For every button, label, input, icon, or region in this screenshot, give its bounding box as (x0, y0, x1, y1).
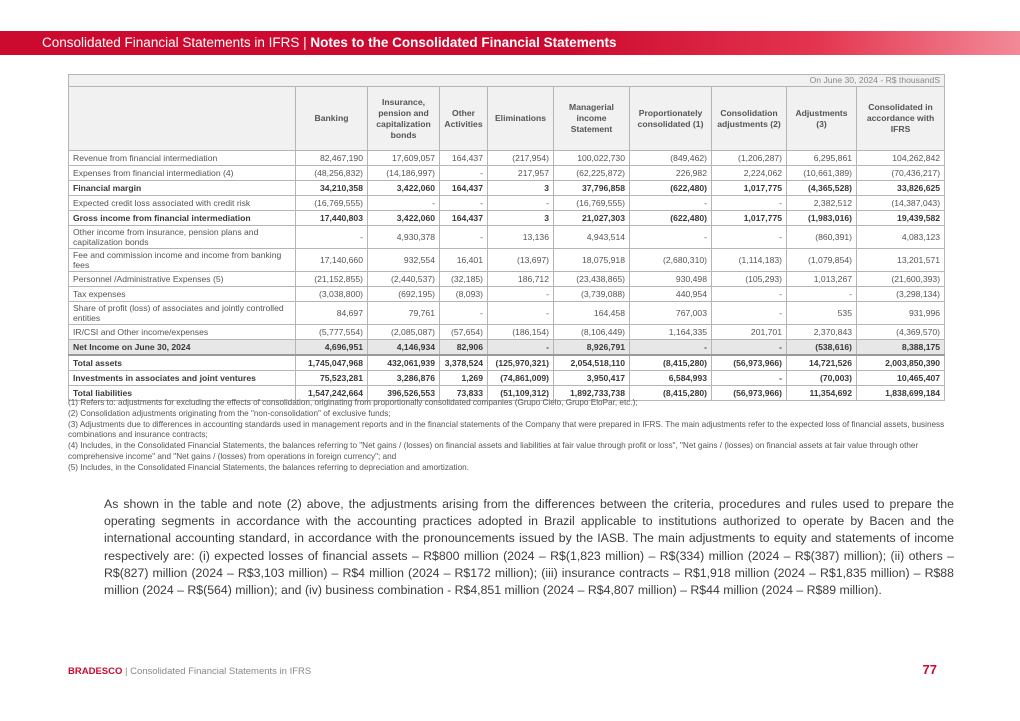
row-label: Personnel /Administrative Expenses (5) (69, 272, 296, 287)
table-cell: - (630, 196, 712, 211)
row-label: IR/CSI and Other income/expenses (69, 325, 296, 340)
table-cell: (186,154) (488, 325, 554, 340)
table-cell: (622,480) (630, 211, 712, 226)
table-cell: 79,761 (368, 302, 440, 325)
table-row (69, 325, 945, 340)
table-cell: 13,201,571 (857, 249, 945, 272)
footer (68, 666, 311, 677)
table-cell: (21,152,855) (296, 272, 368, 287)
table-cell: 3,422,060 (368, 181, 440, 196)
row-label: Expected credit loss associated with credit risk (69, 196, 296, 211)
table-row (69, 302, 945, 325)
table-cell: (5,777,554) (296, 325, 368, 340)
footer-separator: | (122, 666, 131, 677)
table-row (69, 181, 945, 196)
table-cell: (51,109,312) (488, 386, 554, 401)
table-cell: (16,769,555) (554, 196, 630, 211)
table-cell: 1,547,242,664 (296, 386, 368, 401)
table-cell: 535 (787, 302, 857, 325)
table-cell: 34,210,358 (296, 181, 368, 196)
segment-table (68, 74, 945, 401)
row-label: Investments in associates and joint ventures (69, 371, 296, 386)
table-cell: 16,401 (440, 249, 488, 272)
table-cell: 3,422,060 (368, 211, 440, 226)
table-cell: (13,697) (488, 249, 554, 272)
table-cell: (56,973,966) (712, 355, 787, 371)
row-label: Share of profit (loss) of associates and jointly controlled entities (69, 302, 296, 325)
column-header: Eliminations (488, 87, 554, 151)
table-cell: 226,982 (630, 166, 712, 181)
table-cell: 4,083,123 (857, 226, 945, 249)
table-cell: (3,739,088) (554, 287, 630, 302)
table-cell: 82,906 (440, 340, 488, 356)
table-cell: (217,954) (488, 151, 554, 166)
row-label: Tax expenses (69, 287, 296, 302)
table-cell: 1,838,699,184 (857, 386, 945, 401)
table-cell: (14,186,997) (368, 166, 440, 181)
table-cell: - (488, 287, 554, 302)
table-cell: 164,437 (440, 151, 488, 166)
table-cell: - (712, 302, 787, 325)
table-cell: 82,467,190 (296, 151, 368, 166)
table-row (69, 166, 945, 181)
table-cell: 10,465,407 (857, 371, 945, 386)
table-cell: (62,225,872) (554, 166, 630, 181)
table-cell: 13,136 (488, 226, 554, 249)
table-cell: (8,106,449) (554, 325, 630, 340)
table-cell: - (712, 196, 787, 211)
table-cell: - (440, 302, 488, 325)
row-label: Net Income on June 30, 2024 (69, 340, 296, 356)
row-label: Total assets (69, 355, 296, 371)
table-cell: (2,680,310) (630, 249, 712, 272)
table-cell: 4,943,514 (554, 226, 630, 249)
table-cell: 8,388,175 (857, 340, 945, 356)
footer-text: Consolidated Financial Statements in IFRS (130, 666, 312, 677)
row-label: Other income from insurance, pension plans and capitalization bonds (69, 226, 296, 249)
column-header: Proportionately consolidated (1) (630, 87, 712, 151)
table-cell: 1,013,267 (787, 272, 857, 287)
column-header: Managerial income Statement (554, 87, 630, 151)
table-cell: (105,293) (712, 272, 787, 287)
table-cell: 4,146,934 (368, 340, 440, 356)
table-cell: 17,140,660 (296, 249, 368, 272)
note-1: (1) Refers to: adjustments for excluding the effects of consolidation, originating from proportionally consolidated companies (Grupo Cielo, Grupo EloPar, etc.); (68, 398, 638, 407)
table-cell: 1,892,733,738 (554, 386, 630, 401)
table-cell: 201,701 (712, 325, 787, 340)
table-cell: 440,954 (630, 287, 712, 302)
table-cell: 8,926,791 (554, 340, 630, 356)
table-cell: 932,554 (368, 249, 440, 272)
table-row (69, 272, 945, 287)
note-4: (4) Includes, in the Consolidated Financial Statements, the balances referring to "Net gains / (losses) on financial assets and liabilities at fair value through profit or loss", "Net gains / (losses) on financial assets at fair value through other comprehensive income" and "Net gains / (losses) from operations in foreign currency"; and (68, 441, 919, 461)
table-row (69, 226, 945, 249)
header-title (42, 35, 616, 50)
table-cell: - (440, 226, 488, 249)
row-label: Expenses from financial intermediation (4) (69, 166, 296, 181)
note-3: (3) Adjustments due to differences in accounting standards used in management reports and in the financial statements of the Company that were prepared in IFRS. The main adjustments refer to the expected loss of financial assets, business combinations and insurance contracts; (68, 419, 945, 440)
table-cell: 2,003,850,390 (857, 355, 945, 371)
table-row (69, 196, 945, 211)
table-cell: 186,712 (488, 272, 554, 287)
header-title-main: Notes to the Consolidated Financial Statements (310, 35, 617, 50)
table-row (69, 249, 945, 272)
table-cell: 17,440,803 (296, 211, 368, 226)
table-cell: 4,696,951 (296, 340, 368, 356)
table-cell: - (296, 226, 368, 249)
table-cell: (4,365,528) (787, 181, 857, 196)
table-cell: (1,114,183) (712, 249, 787, 272)
table-cell: - (488, 340, 554, 356)
table-header-row (69, 87, 945, 151)
table-cell: (23,438,865) (554, 272, 630, 287)
column-header: Adjustments (3) (787, 87, 857, 151)
table-cell: 2,054,518,110 (554, 355, 630, 371)
row-label: Fee and commission income and income from banking fees (69, 249, 296, 272)
column-header: Insurance, pension and capitalization bonds (368, 87, 440, 151)
table-cell: (2,085,087) (368, 325, 440, 340)
table-cell: - (787, 287, 857, 302)
row-label: Financial margin (69, 181, 296, 196)
table-cell: (860,391) (787, 226, 857, 249)
table-cell: 767,003 (630, 302, 712, 325)
table-cell: 3 (488, 211, 554, 226)
table-cell: 1,017,775 (712, 181, 787, 196)
note-2: (2) Consolidation adjustments originating from the "non-consolidation" of exclusive funds; (68, 408, 391, 418)
table-cell: 84,697 (296, 302, 368, 325)
table-cell: (70,436,217) (857, 166, 945, 181)
table-cell: 2,370,843 (787, 325, 857, 340)
table-row (69, 340, 945, 356)
table-notes (68, 398, 952, 474)
header-title-separator: | (299, 35, 311, 50)
table-cell: 37,796,858 (554, 181, 630, 196)
table-cell: - (712, 287, 787, 302)
table-cell: - (440, 196, 488, 211)
table-cell: 3,950,417 (554, 371, 630, 386)
table-cell: (4,369,570) (857, 325, 945, 340)
table-cell: - (630, 226, 712, 249)
table-cell: 1,017,775 (712, 211, 787, 226)
column-header (69, 87, 296, 151)
table-cell: 104,262,842 (857, 151, 945, 166)
table-cell: 930,498 (630, 272, 712, 287)
footer-brand: BRADESCO (68, 666, 123, 677)
table-row (69, 151, 945, 166)
table-cell: (14,387,043) (857, 196, 945, 211)
table-cell: (125,970,321) (488, 355, 554, 371)
table-cell: - (368, 196, 440, 211)
table-cell: 432,061,939 (368, 355, 440, 371)
table-cell: (8,415,280) (630, 355, 712, 371)
table-cell: (3,038,800) (296, 287, 368, 302)
table-cell: 19,439,582 (857, 211, 945, 226)
column-header: Other Activities (440, 87, 488, 151)
table-cell: - (712, 226, 787, 249)
table-cell: (849,462) (630, 151, 712, 166)
table-cell: 73,833 (440, 386, 488, 401)
table-row (69, 355, 945, 371)
table-cell: - (630, 340, 712, 356)
table-cell: (1,983,016) (787, 211, 857, 226)
table-cell: 217,957 (488, 166, 554, 181)
table-cell: (8,415,280) (630, 386, 712, 401)
table-cell: 75,523,281 (296, 371, 368, 386)
header-title-prefix: Consolidated Financial Statements in IFRS (42, 35, 300, 50)
table-cell: (622,480) (630, 181, 712, 196)
table-cell: 2,382,512 (787, 196, 857, 211)
table-cell: 11,354,692 (787, 386, 857, 401)
table-cell: (1,079,854) (787, 249, 857, 272)
table-cell: 164,437 (440, 211, 488, 226)
row-label: Total liabilities (69, 386, 296, 401)
table-cell: 3 (488, 181, 554, 196)
table-cell: - (440, 166, 488, 181)
table-cell: (8,093) (440, 287, 488, 302)
table-cell: (74,861,009) (488, 371, 554, 386)
table-cell: 3,378,524 (440, 355, 488, 371)
table-cell: 396,526,553 (368, 386, 440, 401)
table-cell: 4,930,378 (368, 226, 440, 249)
table-row (69, 371, 945, 386)
row-label: Gross income from financial intermediation (69, 211, 296, 226)
table-cell: (2,440,537) (368, 272, 440, 287)
column-header: Consolidation adjustments (2) (712, 87, 787, 151)
table-cell: 1,745,047,968 (296, 355, 368, 371)
table-cell: 2,224,062 (712, 166, 787, 181)
table-cell: 1,269 (440, 371, 488, 386)
segment-table-container (68, 74, 944, 401)
table-cell: 18,075,918 (554, 249, 630, 272)
table-cell: 931,996 (857, 302, 945, 325)
table-cell: 17,609,057 (368, 151, 440, 166)
table-cell: (56,973,966) (712, 386, 787, 401)
note-5: (5) Includes, in the Consolidated Financial Statements, the balances referring to depreciation and amortization. (68, 462, 469, 472)
table-cell: - (488, 196, 554, 211)
table-cell: - (712, 371, 787, 386)
table-cell: (48,256,832) (296, 166, 368, 181)
table-cell: 1,164,335 (630, 325, 712, 340)
table-cell: (538,616) (787, 340, 857, 356)
table-body (69, 151, 945, 401)
table-caption: On June 30, 2024 - R$ thousandS (69, 75, 945, 87)
header-banner (0, 31, 1020, 55)
table-cell: - (488, 302, 554, 325)
table-cell: (57,654) (440, 325, 488, 340)
column-header: Banking (296, 87, 368, 151)
table-cell: 100,022,730 (554, 151, 630, 166)
table-cell: 14,721,526 (787, 355, 857, 371)
table-cell: (10,661,389) (787, 166, 857, 181)
table-cell: 164,458 (554, 302, 630, 325)
column-header: Consolidated in accordance with IFRS (857, 87, 945, 151)
table-cell: 6,584,993 (630, 371, 712, 386)
table-cell: (21,600,393) (857, 272, 945, 287)
table-cell: (3,298,134) (857, 287, 945, 302)
table-cell: 3,286,876 (368, 371, 440, 386)
table-cell: (16,769,555) (296, 196, 368, 211)
table-cell: - (712, 340, 787, 356)
table-cell: 21,027,303 (554, 211, 630, 226)
table-cell: (32,185) (440, 272, 488, 287)
table-cell: (70,003) (787, 371, 857, 386)
table-cell: (1,206,287) (712, 151, 787, 166)
table-cell: 164,437 (440, 181, 488, 196)
page-number: 77 (922, 662, 937, 677)
table-row (69, 287, 945, 302)
table-cell: 33,826,625 (857, 181, 945, 196)
table-row (69, 211, 945, 226)
row-label: Revenue from financial intermediation (69, 151, 296, 166)
table-cell: 6,295,861 (787, 151, 857, 166)
body-paragraph: As shown in the table and note (2) above, the adjustments arising from the differences between the criteria, procedures and rules used to prepare the operating segments in accordance with the accounting practices adopted in Brazil applicable to institutions authorized to operate by Bacen and the international accounting standard, in accordance with the pronouncements issued by the IASB. The main adjustments to equity and statements of income respectively are: (i) expected losses of financial assets – R$800 million (2024 – R$(1,823 million) – R$(334) million (2024 – R$(387) million); (ii) others – R$(827) million (2024 – R$3,103 million) – R$4 million (2024 – R$172 million); (iii) insurance contracts – R$1,918 million (2024 – R$1,835 million) – R$88 million (2024 – R$(564) million); and (iv) business combination - R$4,851 million (2024 – R$4,807 million) – R$44 million (2024 – R$89 million). (104, 497, 954, 598)
table-cell: (692,195) (368, 287, 440, 302)
